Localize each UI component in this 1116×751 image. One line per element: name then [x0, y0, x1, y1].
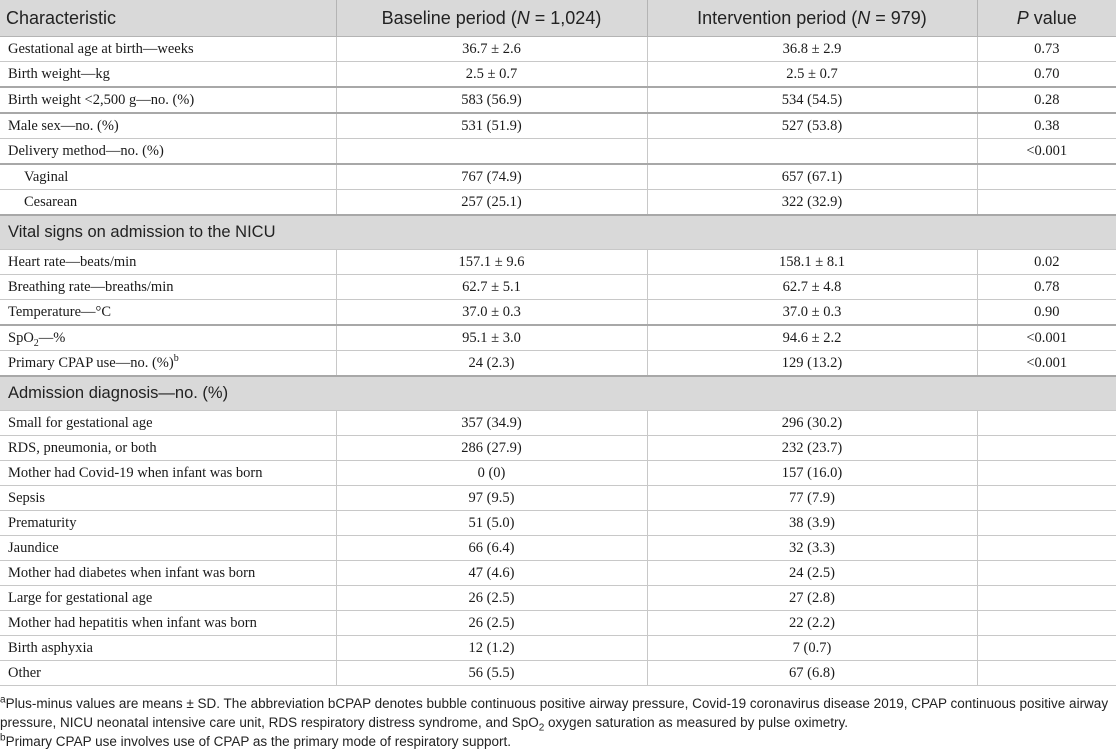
row-label: Gestational age at birth—weeks	[0, 37, 336, 62]
intervention-value: 36.8 ± 2.9	[647, 37, 977, 62]
intervention-value: 7 (0.7)	[647, 636, 977, 661]
row-label: Mother had Covid-19 when infant was born	[0, 461, 336, 486]
baseline-value: 56 (5.5)	[336, 661, 647, 686]
row-label: Other	[0, 661, 336, 686]
intervention-value: 94.6 ± 2.2	[647, 325, 977, 351]
table-row	[0, 536, 1116, 561]
row-label: Birth weight—kg	[0, 62, 336, 88]
section-heading-row	[0, 215, 1116, 250]
intervention-value: 296 (30.2)	[647, 411, 977, 436]
p-value: 0.78	[977, 275, 1116, 300]
p-value: 0.38	[977, 113, 1116, 139]
p-value: 0.70	[977, 62, 1116, 88]
p-value	[977, 436, 1116, 461]
baseline-value: 47 (4.6)	[336, 561, 647, 586]
baseline-value: 12 (1.2)	[336, 636, 647, 661]
row-label: Prematurity	[0, 511, 336, 536]
row-label	[0, 325, 336, 351]
header-baseline-n: N	[516, 7, 530, 28]
table-row	[0, 325, 1116, 351]
intervention-value: 24 (2.5)	[647, 561, 977, 586]
table-row	[0, 436, 1116, 461]
row-label: RDS, pneumonia, or both	[0, 436, 336, 461]
header-p-value	[977, 0, 1116, 37]
p-value	[977, 536, 1116, 561]
footnote-b-marker: b	[0, 732, 6, 744]
baseline-value: 257 (25.1)	[336, 190, 647, 216]
table-footnotes	[0, 686, 1116, 751]
baseline-value: 66 (6.4)	[336, 536, 647, 561]
row-label: Heart rate—beats/min	[0, 250, 336, 275]
header-baseline-suffix: = 1,024)	[529, 7, 602, 28]
baseline-value: 286 (27.9)	[336, 436, 647, 461]
row-label: Small for gestational age	[0, 411, 336, 436]
table-row	[0, 611, 1116, 636]
intervention-value: 32 (3.3)	[647, 536, 977, 561]
intervention-value: 158.1 ± 8.1	[647, 250, 977, 275]
intervention-value: 37.0 ± 0.3	[647, 300, 977, 326]
table-row	[0, 250, 1116, 275]
row-label: Male sex—no. (%)	[0, 113, 336, 139]
intervention-value: 232 (23.7)	[647, 436, 977, 461]
table-row	[0, 411, 1116, 436]
section-heading-row	[0, 376, 1116, 411]
spo2-label-prefix: SpO	[8, 329, 34, 346]
p-value: 0.28	[977, 87, 1116, 113]
table-row	[0, 37, 1116, 62]
row-label: Cesarean	[0, 190, 336, 216]
intervention-value: 657 (67.1)	[647, 164, 977, 190]
baseline-value	[336, 139, 647, 165]
baseline-value: 767 (74.9)	[336, 164, 647, 190]
baseline-value: 51 (5.0)	[336, 511, 647, 536]
header-intervention	[647, 0, 977, 37]
header-row	[0, 0, 1116, 37]
header-characteristic: Characteristic	[0, 0, 336, 37]
p-value	[977, 661, 1116, 686]
table-row	[0, 351, 1116, 377]
p-value	[977, 611, 1116, 636]
section-heading-vital-signs: Vital signs on admission to the NICU	[0, 215, 1116, 250]
intervention-value	[647, 139, 977, 165]
baseline-value: 531 (51.9)	[336, 113, 647, 139]
header-baseline-prefix: Baseline period (	[381, 7, 517, 28]
intervention-value: 77 (7.9)	[647, 486, 977, 511]
intervention-value: 527 (53.8)	[647, 113, 977, 139]
footnote-a-text-end: oxygen saturation as measured by pulse oximetry.	[544, 715, 848, 730]
table-row	[0, 461, 1116, 486]
intervention-value: 27 (2.8)	[647, 586, 977, 611]
intervention-value: 38 (3.9)	[647, 511, 977, 536]
p-value: <0.001	[977, 325, 1116, 351]
header-intervention-n: N	[857, 7, 871, 28]
footnote-marker: b	[173, 352, 179, 364]
table-row	[0, 636, 1116, 661]
intervention-value: 322 (32.9)	[647, 190, 977, 216]
baseline-value: 583 (56.9)	[336, 87, 647, 113]
table-row	[0, 62, 1116, 88]
spo2-label-subscript: 2	[33, 337, 39, 349]
intervention-value: 129 (13.2)	[647, 351, 977, 377]
footnote-a-subscript: 2	[538, 722, 545, 734]
table-row	[0, 113, 1116, 139]
section-heading-admission-diagnosis: Admission diagnosis—no. (%)	[0, 376, 1116, 411]
row-label: Vaginal	[0, 164, 336, 190]
table-row	[0, 275, 1116, 300]
row-label: Mother had diabetes when infant was born	[0, 561, 336, 586]
cpap-label: Primary CPAP use—no. (%)	[8, 354, 174, 371]
spo2-label-suffix: —%	[38, 329, 66, 346]
p-value	[977, 636, 1116, 661]
p-value: 0.73	[977, 37, 1116, 62]
table-row	[0, 511, 1116, 536]
p-value	[977, 461, 1116, 486]
p-value	[977, 486, 1116, 511]
p-value: 0.90	[977, 300, 1116, 326]
row-label: Birth weight <2,500 g—no. (%)	[0, 87, 336, 113]
row-label: Birth asphyxia	[0, 636, 336, 661]
baseline-value: 97 (9.5)	[336, 486, 647, 511]
row-label: Large for gestational age	[0, 586, 336, 611]
header-p-suffix: value	[1028, 7, 1077, 28]
footnote-b-text: Primary CPAP use involves use of CPAP as the primary mode of respiratory support.	[5, 734, 512, 749]
table-row	[0, 586, 1116, 611]
table-row	[0, 139, 1116, 165]
intervention-value: 22 (2.2)	[647, 611, 977, 636]
row-label: Temperature—°C	[0, 300, 336, 326]
p-value: <0.001	[977, 139, 1116, 165]
table-row	[0, 661, 1116, 686]
footnote-a	[0, 694, 1116, 732]
baseline-value: 36.7 ± 2.6	[336, 37, 647, 62]
row-label: Breathing rate—breaths/min	[0, 275, 336, 300]
row-label: Sepsis	[0, 486, 336, 511]
baseline-value: 24 (2.3)	[336, 351, 647, 377]
header-intervention-prefix: Intervention period (	[697, 7, 858, 28]
p-value	[977, 586, 1116, 611]
intervention-value: 534 (54.5)	[647, 87, 977, 113]
row-label	[0, 351, 336, 377]
p-value: 0.02	[977, 250, 1116, 275]
row-label: Delivery method—no. (%)	[0, 139, 336, 165]
p-value	[977, 411, 1116, 436]
baseline-value: 157.1 ± 9.6	[336, 250, 647, 275]
table-row	[0, 87, 1116, 113]
table-row	[0, 486, 1116, 511]
intervention-value: 157 (16.0)	[647, 461, 977, 486]
header-intervention-suffix: = 979)	[870, 7, 927, 28]
p-value	[977, 561, 1116, 586]
baseline-value: 26 (2.5)	[336, 611, 647, 636]
baseline-value: 2.5 ± 0.7	[336, 62, 647, 88]
p-value	[977, 511, 1116, 536]
p-value	[977, 164, 1116, 190]
intervention-value: 62.7 ± 4.8	[647, 275, 977, 300]
baseline-value: 0 (0)	[336, 461, 647, 486]
table-row	[0, 164, 1116, 190]
intervention-value: 67 (6.8)	[647, 661, 977, 686]
table-row	[0, 190, 1116, 216]
row-label: Jaundice	[0, 536, 336, 561]
footnote-a-text: Plus-minus values are means ± SD. The abbreviation bCPAP denotes bubble continuous positive airway pressure, Covid-19 coronavirus disease 2019, CPAP continuous positive airway pressure, NICU neonatal intensive care unit, RDS respiratory distress syndrome, and SpO	[0, 696, 1109, 730]
baseline-value: 62.7 ± 5.1	[336, 275, 647, 300]
p-value	[977, 190, 1116, 216]
baseline-value: 37.0 ± 0.3	[336, 300, 647, 326]
intervention-value: 2.5 ± 0.7	[647, 62, 977, 88]
baseline-value: 95.1 ± 3.0	[336, 325, 647, 351]
baseline-value: 26 (2.5)	[336, 586, 647, 611]
table-row	[0, 300, 1116, 326]
baseline-value: 357 (34.9)	[336, 411, 647, 436]
header-p-letter: P	[1016, 7, 1029, 28]
footnote-a-marker: a	[0, 694, 6, 706]
header-baseline	[336, 0, 647, 37]
p-value: <0.001	[977, 351, 1116, 377]
row-label: Mother had hepatitis when infant was born	[0, 611, 336, 636]
table-row	[0, 561, 1116, 586]
